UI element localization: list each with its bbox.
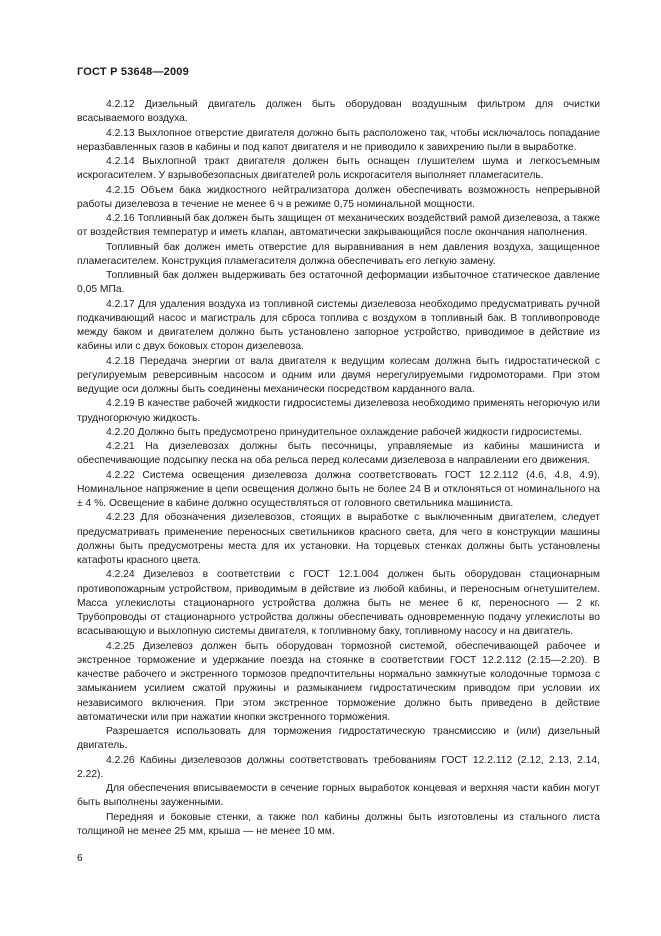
paragraph: 4.2.24 Дизелевоз в соответствии с ГОСТ 12.1.004 должен быть оборудован стационарным противопожарным устройством, приводимым в действие из любой кабины, и переносным огнетушителем. Масса углекислоты стационарного устройства должна быть не менее 6 кг, переносного — 2 кг. Трубопроводы от стационарного устройства должны обеспечивать одновременную подачу углекислоты во всасывающую и выхлопную системы двигателя, к топливному баку, топливному насосу и на двигатель. [77,569,600,638]
paragraph: 4.2.21 На дизелевозах должны быть песочницы, управляемые из кабины машиниста и обеспечивающие подсыпку песка на оба рельса перед колесами дизелевоза в направлении его движения. [77,441,600,467]
paragraph: Для обеспечения вписываемости в сечение горных выработок концевая и верхняя части кабин могут быть выполнены зауженными. [77,783,600,809]
paragraph: 4.2.17 Для удаления воздуха из топливной системы дизелевоза необходимо предусматривать ручной подкачивающий насос и магистраль для сброса топлива с воздухом в топливный бак. В топливопроводе между баком и двигателем должно быть установлено запорное устройство, приводимое в действие из кабины или с двух боковых сторон дизелевоза. [77,298,600,353]
paragraph: 4.2.26 Кабины дизелевозов должны соответствовать требованиям ГОСТ 12.2.112 (2.12, 2.13, 2.14, 2.22). [77,754,600,780]
paragraph: 4.2.25 Дизелевоз должен быть оборудован тормозной системой, обеспечивающей рабочее и экстренное торможение и удержание поезда на стоянке в соответствии ГОСТ 12.2.112 (2.15—2.20). В качестве рабочего и экстренного тормозов предпочтительны нормально замкнутые колодочные тормоза с замыканием усилием сжатой пружины и размыканием гидростатическим приводом при условии их независимого включения. При этом экстренное торможение должно быть приведено в действие автоматически или при нажатии кнопки экстренного торможения. [77,640,600,723]
paragraph: 4.2.18 Передача энергии от вала двигателя к ведущим колесам должна быть гидростатической с регулируемым реверсивным насосом и одним или двумя нерегулируемыми гидромоторами. При этом ведущие оси должны быть соединены механически посредством карданного вала. [77,355,600,395]
page-number: 6 [77,853,83,864]
document-code-header: ГОСТ Р 53648—2009 [77,66,189,78]
paragraph: Топливный бак должен выдерживать без остаточной деформации избыточное статическое давление 0,05 МПа. [77,270,600,296]
paragraph: 4.2.23 Для обозначения дизелевозов, стоящих в выработке с выключенным двигателем, следует предусматривать применение переносных светильников красного света, для чего в конструкции машины должны быть предусмотрены места для их установки. На торцевых стенках должны быть установлены катафоты красного цвета. [77,512,600,566]
paragraph: 4.2.16 Топливный бак должен быть защищен от механических воздействий рамой дизелевоза, а также от воздействия температур и иметь клапан, автоматически закрывающийся после окончания наполнения. [77,213,600,239]
paragraph: 4.2.13 Выхлопное отверстие двигателя должно быть расположено так, чтобы исключалось попадание неразбавленных газов в кабины и под капот двигателя и не приводило к завихрению пыли в выработке. [77,127,600,153]
paragraph: 4.2.20 Должно быть предусмотрено принудительное охлаждение рабочей жидкости гидросистемы. [106,426,583,438]
paragraph: Топливный бак должен иметь отверстие для выравнивания в нем давления воздуха, защищенное пламегасителем. Конструкция пламегасителя должна обеспечивать его легкую замену. [77,241,600,267]
paragraph: Разрешается использовать для торможения гидростатическую трансмиссию и (или) дизельный двигатель. [77,726,600,752]
paragraph: 4.2.15 Объем бака жидкостного нейтрализатора должен обеспечивать возможность непрерывной работы дизелевоза в течение не менее 6 ч в режиме 0,75 номинальной мощности. [77,184,600,210]
paragraph: 4.2.14 Выхлопной тракт двигателя должен быть оснащен глушителем шума и легкосъемным искрогасителем. У взрывобезопасных двигателей роль искрогасителя выполняет пламегаситель. [77,156,600,182]
paragraph: 4.2.22 Система освещения дизелевоза должна соответствовать ГОСТ 12.2.112 (4.6, 4.8, 4.9). Номинальное напряжение в цепи освещения должно быть не более 24 В и отклоняться от номинального на ± 4 %. Освещение в кабине должно осуществляться от головного светильника машиниста. [77,469,600,509]
paragraph: 4.2.12 Дизельный двигатель должен быть оборудован воздушным фильтром для очистки всасываемого воздуха. [77,99,600,125]
paragraph: 4.2.19 В качестве рабочей жидкости гидросистемы дизелевоза необходимо применять негорючую или трудногорючую жидкость. [77,398,600,424]
document-body [77,98,600,839]
paragraph: Передняя и боковые стенки, а также пол кабины должны быть изготовлены из стального листа толщиной не менее 25 мм, крыша — не менее 10 мм. [77,811,600,837]
